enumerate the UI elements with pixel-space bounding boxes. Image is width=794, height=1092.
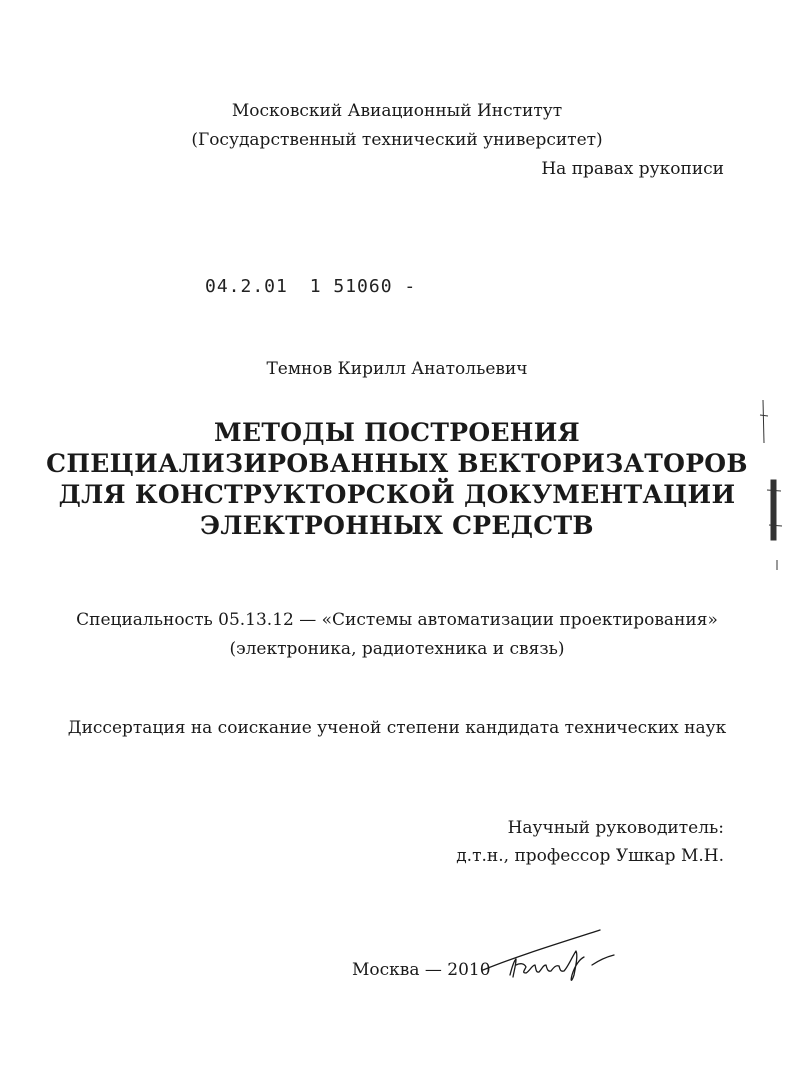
specialty-line: Специальность 05.13.12 — «Системы автоматизации проектирования» bbox=[76, 610, 718, 630]
institute-name: Московский Авиационный Институт bbox=[231, 101, 563, 121]
supervisor-name: д.т.н., профессор Ушкар М.Н. bbox=[456, 846, 724, 866]
title-line: ДЛЯ КОНСТРУКТОРСКОЙ ДОКУМЕНТАЦИИ bbox=[58, 480, 736, 509]
specialty-subline: (электроника, радиотехника и связь) bbox=[229, 639, 565, 659]
manuscript-note: На правах рукописи bbox=[541, 159, 724, 179]
scan-margin-marks bbox=[755, 395, 785, 575]
supervisor-label: Научный руководитель: bbox=[507, 818, 724, 838]
stamp-number: 1 51060 - bbox=[309, 276, 417, 297]
library-stamp bbox=[205, 276, 416, 297]
handwritten-signature bbox=[480, 925, 630, 985]
title-line: МЕТОДЫ ПОСТРОЕНИЯ bbox=[214, 418, 580, 447]
title-line: СПЕЦИАЛИЗИРОВАННЫХ ВЕКТОРИЗАТОРОВ bbox=[46, 449, 748, 478]
author-name: Темнов Кирилл Анатольевич bbox=[266, 359, 528, 379]
title-line: ЭЛЕКТРОННЫХ СРЕДСТВ bbox=[200, 511, 594, 540]
dissertation-degree: Диссертация на соискание ученой степени кандидата технических наук bbox=[67, 718, 727, 738]
city-year: Москва — 2010 bbox=[352, 960, 491, 980]
institute-subtitle: (Государственный технический университет) bbox=[191, 130, 603, 150]
stamp-date: 04.2.01 bbox=[205, 276, 288, 297]
